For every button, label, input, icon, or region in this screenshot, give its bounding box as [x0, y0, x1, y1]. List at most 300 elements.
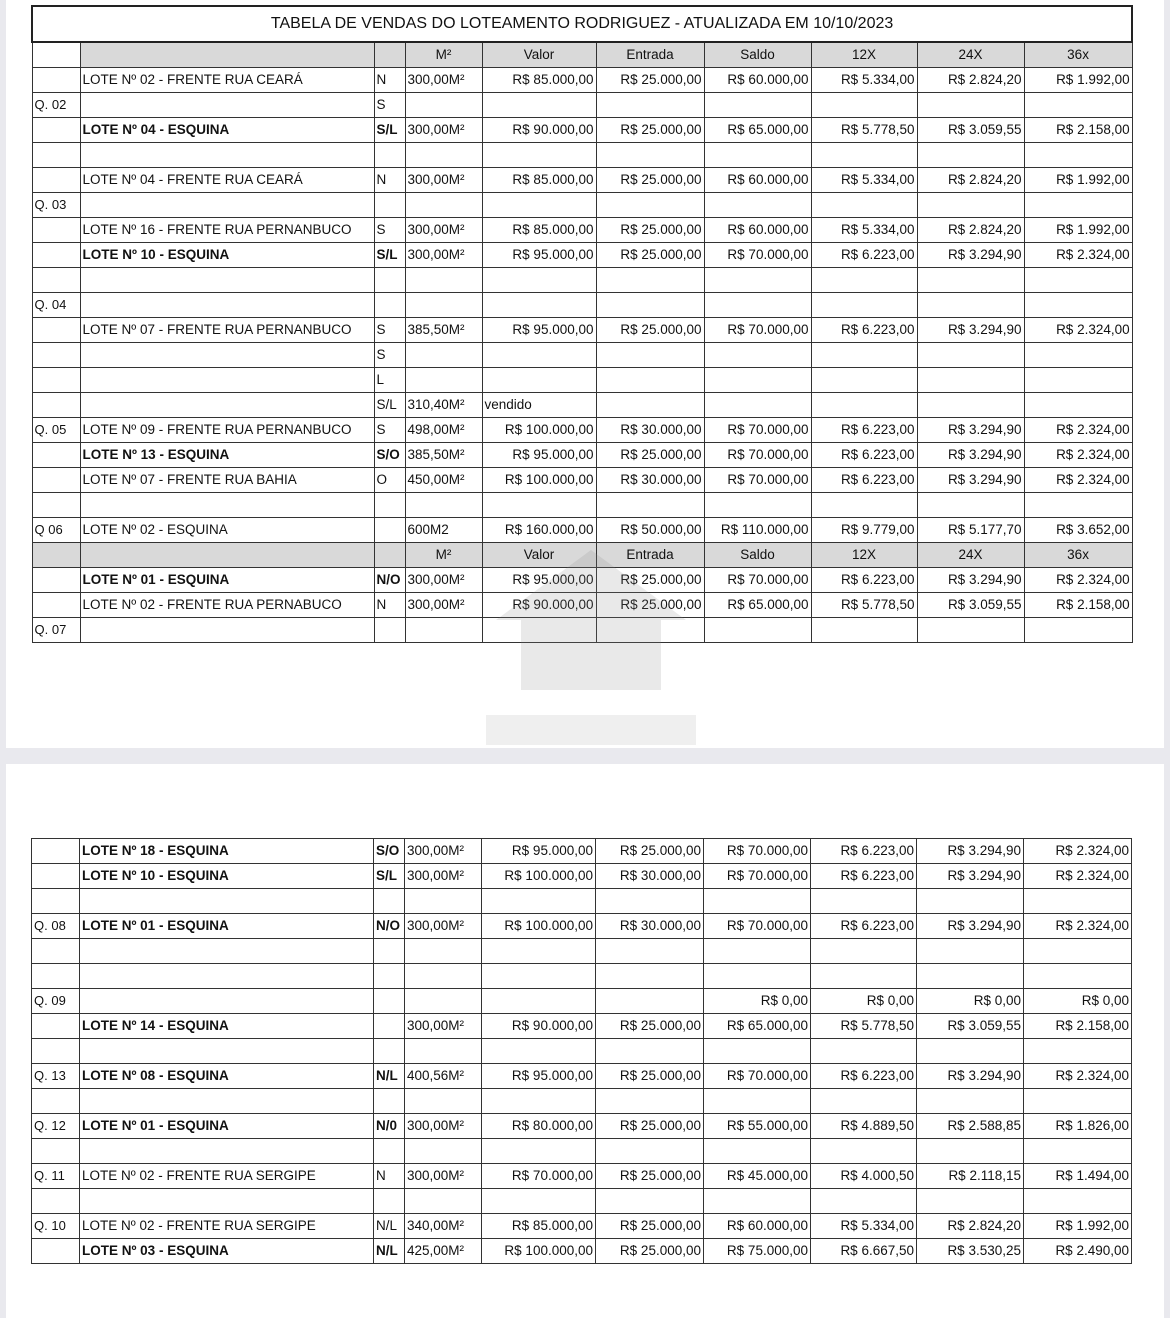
installment-24x: R$ 2.824,20 [917, 218, 1024, 243]
down-payment [596, 143, 704, 168]
down-payment: R$ 30.000,00 [596, 468, 704, 493]
installment-24x: R$ 3.059,55 [917, 593, 1024, 618]
price [482, 143, 596, 168]
down-payment: R$ 30.000,00 [596, 864, 704, 889]
installment-36x [1024, 1089, 1132, 1114]
installment-24x [917, 343, 1024, 368]
installment-12x [811, 1039, 917, 1064]
installment-36x [1024, 1039, 1132, 1064]
quadra-label: Q 06 [32, 518, 80, 543]
down-payment [596, 1039, 704, 1064]
area: 300,00M² [405, 839, 482, 864]
area: 600M2 [405, 518, 482, 543]
price: R$ 160.000,00 [482, 518, 596, 543]
header-valor: Valor [482, 42, 596, 68]
price [482, 889, 596, 914]
area: 385,50M² [405, 443, 482, 468]
quadra-label: Q. 10 [32, 1214, 80, 1239]
lote-name [80, 343, 374, 368]
installment-24x: R$ 3.294,90 [917, 318, 1024, 343]
installment-12x [811, 618, 917, 643]
price: R$ 85.000,00 [482, 218, 596, 243]
area: 498,00M² [405, 418, 482, 443]
down-payment [596, 1139, 704, 1164]
installment-36x [1024, 889, 1132, 914]
balance [704, 143, 811, 168]
balance: R$ 70.000,00 [704, 1064, 811, 1089]
lote-name: LOTE Nº 01 - ESQUINA [80, 568, 374, 593]
area [405, 268, 482, 293]
down-payment: R$ 25.000,00 [596, 1014, 704, 1039]
installment-36x: R$ 2.158,00 [1024, 118, 1132, 143]
installment-24x: R$ 3.530,25 [917, 1239, 1024, 1264]
installment-36x: R$ 2.324,00 [1024, 243, 1132, 268]
header-12x: 12X [811, 42, 917, 68]
price: R$ 80.000,00 [482, 1114, 596, 1139]
down-payment [596, 493, 704, 518]
quadra-label [32, 318, 80, 343]
installment-24x: R$ 3.294,90 [917, 864, 1024, 889]
down-payment [596, 939, 704, 964]
installment-24x: R$ 3.294,90 [917, 468, 1024, 493]
price: R$ 85.000,00 [482, 1214, 596, 1239]
installment-36x: R$ 1.992,00 [1024, 168, 1132, 193]
area: 310,40M² [405, 393, 482, 418]
installment-24x [917, 964, 1024, 989]
price [482, 193, 596, 218]
installment-24x: R$ 3.294,90 [917, 568, 1024, 593]
installment-12x [811, 964, 917, 989]
header-entrada: Entrada [596, 543, 704, 568]
price: R$ 100.000,00 [482, 418, 596, 443]
table-row [32, 1114, 1132, 1139]
header-blank [32, 543, 80, 568]
lote-name: LOTE Nº 07 - FRENTE RUA PERNANBUCO [80, 318, 374, 343]
installment-12x: R$ 6.223,00 [811, 243, 917, 268]
lote-name: LOTE Nº 02 - FRENTE RUA SERGIPE [80, 1164, 374, 1189]
installment-36x [1024, 618, 1132, 643]
orientation [374, 143, 405, 168]
orientation: S/O [374, 443, 405, 468]
lote-name [80, 1189, 374, 1214]
installment-36x: R$ 2.324,00 [1024, 914, 1132, 939]
lote-name: LOTE Nº 02 - FRENTE RUA SERGIPE [80, 1214, 374, 1239]
lote-name: LOTE Nº 16 - FRENTE RUA PERNANBUCO [80, 218, 374, 243]
quadra-label [32, 568, 80, 593]
installment-36x: R$ 1.992,00 [1024, 1214, 1132, 1239]
header-valor: Valor [482, 543, 596, 568]
price [482, 343, 596, 368]
balance: R$ 70.000,00 [704, 418, 811, 443]
quadra-label [32, 1239, 80, 1264]
quadra-label: Q. 04 [32, 293, 80, 318]
area: 425,00M² [405, 1239, 482, 1264]
balance: R$ 70.000,00 [704, 243, 811, 268]
header-blank [374, 543, 405, 568]
header-m2: M² [405, 543, 482, 568]
lote-name [80, 989, 374, 1014]
orientation: N [374, 68, 405, 93]
lote-name [80, 393, 374, 418]
price [482, 293, 596, 318]
quadra-label [32, 1089, 80, 1114]
orientation: N [374, 168, 405, 193]
balance: R$ 65.000,00 [704, 1014, 811, 1039]
balance [704, 889, 811, 914]
header-blank [374, 42, 405, 68]
quadra-label [32, 864, 80, 889]
lote-name [80, 268, 374, 293]
installment-24x [917, 368, 1024, 393]
balance [704, 193, 811, 218]
installment-24x: R$ 2.118,15 [917, 1164, 1024, 1189]
balance: R$ 75.000,00 [704, 1239, 811, 1264]
installment-24x [917, 193, 1024, 218]
table-row [32, 193, 1132, 218]
balance: R$ 70.000,00 [704, 468, 811, 493]
table-row [32, 368, 1132, 393]
installment-36x: R$ 2.324,00 [1024, 1064, 1132, 1089]
area [405, 939, 482, 964]
balance: R$ 70.000,00 [704, 443, 811, 468]
orientation [374, 268, 405, 293]
orientation [374, 1089, 405, 1114]
installment-12x [811, 193, 917, 218]
quadra-label [32, 368, 80, 393]
installment-12x: R$ 6.223,00 [811, 568, 917, 593]
installment-12x: R$ 6.223,00 [811, 418, 917, 443]
sheet-page-1 [6, 0, 1164, 748]
quadra-label [32, 1014, 80, 1039]
table-row [32, 143, 1132, 168]
orientation: S/O [374, 839, 405, 864]
installment-12x [811, 1089, 917, 1114]
area [405, 989, 482, 1014]
lote-name [80, 493, 374, 518]
price: R$ 100.000,00 [482, 914, 596, 939]
orientation: S [374, 418, 405, 443]
table-row [32, 268, 1132, 293]
lote-name: LOTE Nº 01 - ESQUINA [80, 914, 374, 939]
installment-24x: R$ 3.294,90 [917, 1064, 1024, 1089]
quadra-label [32, 268, 80, 293]
installment-24x: R$ 3.059,55 [917, 118, 1024, 143]
lote-name: LOTE Nº 02 - FRENTE RUA CEARÁ [80, 68, 374, 93]
installment-12x: R$ 6.223,00 [811, 318, 917, 343]
balance [704, 493, 811, 518]
price [482, 964, 596, 989]
installment-24x [917, 1139, 1024, 1164]
orientation [374, 1139, 405, 1164]
installment-12x: R$ 6.667,50 [811, 1239, 917, 1264]
down-payment [596, 989, 704, 1014]
installment-36x: R$ 2.158,00 [1024, 593, 1132, 618]
down-payment: R$ 25.000,00 [596, 1214, 704, 1239]
table-row [32, 443, 1132, 468]
header-row [32, 42, 1132, 68]
header-12x: 12X [811, 543, 917, 568]
installment-24x [917, 1089, 1024, 1114]
sheet-page-2 [6, 764, 1164, 1318]
orientation: S/L [374, 118, 405, 143]
installment-36x: R$ 1.826,00 [1024, 1114, 1132, 1139]
area [405, 143, 482, 168]
balance: R$ 70.000,00 [704, 318, 811, 343]
installment-36x: R$ 2.324,00 [1024, 468, 1132, 493]
balance: R$ 60.000,00 [704, 218, 811, 243]
header-saldo: Saldo [704, 543, 811, 568]
area [405, 1189, 482, 1214]
area: 300,00M² [405, 864, 482, 889]
area: 300,00M² [405, 118, 482, 143]
lote-name: LOTE Nº 02 - ESQUINA [80, 518, 374, 543]
installment-12x: R$ 5.778,50 [811, 118, 917, 143]
installment-24x [917, 618, 1024, 643]
installment-12x: R$ 5.334,00 [811, 168, 917, 193]
price: R$ 95.000,00 [482, 839, 596, 864]
quadra-label: Q. 07 [32, 618, 80, 643]
header-24x: 24X [917, 42, 1024, 68]
area [405, 1089, 482, 1114]
down-payment [596, 1189, 704, 1214]
lote-name: LOTE Nº 14 - ESQUINA [80, 1014, 374, 1039]
balance: R$ 110.000,00 [704, 518, 811, 543]
quadra-label [32, 1039, 80, 1064]
down-payment [596, 368, 704, 393]
price: R$ 90.000,00 [482, 593, 596, 618]
balance: R$ 0,00 [704, 989, 811, 1014]
quadra-label [32, 468, 80, 493]
down-payment: R$ 30.000,00 [596, 914, 704, 939]
balance [704, 293, 811, 318]
quadra-label [32, 1189, 80, 1214]
installment-12x [811, 143, 917, 168]
installment-12x: R$ 5.334,00 [811, 218, 917, 243]
table-row [32, 1214, 1132, 1239]
lote-name [80, 143, 374, 168]
lote-name [80, 964, 374, 989]
installment-36x: R$ 2.324,00 [1024, 418, 1132, 443]
installment-36x: R$ 2.324,00 [1024, 318, 1132, 343]
installment-24x: R$ 3.294,90 [917, 418, 1024, 443]
installment-24x [917, 293, 1024, 318]
quadra-label [32, 143, 80, 168]
installment-24x: R$ 3.294,90 [917, 839, 1024, 864]
area: 450,00M² [405, 468, 482, 493]
balance: R$ 60.000,00 [704, 68, 811, 93]
quadra-label [32, 939, 80, 964]
lote-name: LOTE Nº 08 - ESQUINA [80, 1064, 374, 1089]
orientation [374, 293, 405, 318]
quadra-label: Q. 08 [32, 914, 80, 939]
quadra-label [32, 118, 80, 143]
quadra-label [32, 393, 80, 418]
orientation [374, 889, 405, 914]
lote-name: LOTE Nº 10 - ESQUINA [80, 864, 374, 889]
down-payment: R$ 50.000,00 [596, 518, 704, 543]
price: vendido [482, 393, 596, 418]
area: 300,00M² [405, 593, 482, 618]
sales-table-page-1 [31, 5, 1133, 643]
price: R$ 90.000,00 [482, 118, 596, 143]
installment-12x: R$ 5.334,00 [811, 68, 917, 93]
installment-36x: R$ 3.652,00 [1024, 518, 1132, 543]
lote-name [80, 889, 374, 914]
price [482, 93, 596, 118]
area [405, 618, 482, 643]
area: 300,00M² [405, 914, 482, 939]
price: R$ 100.000,00 [482, 468, 596, 493]
down-payment [596, 293, 704, 318]
table-row [32, 1239, 1132, 1264]
table-row [32, 418, 1132, 443]
price [482, 1189, 596, 1214]
installment-12x [811, 939, 917, 964]
table-row [32, 318, 1132, 343]
quadra-label [32, 443, 80, 468]
area [405, 343, 482, 368]
installment-24x [917, 93, 1024, 118]
area: 400,56M² [405, 1064, 482, 1089]
table-row [32, 964, 1132, 989]
table-row [32, 1089, 1132, 1114]
area: 385,50M² [405, 318, 482, 343]
lote-name: LOTE Nº 02 - FRENTE RUA PERNABUCO [80, 593, 374, 618]
down-payment: R$ 25.000,00 [596, 168, 704, 193]
area [405, 368, 482, 393]
orientation [374, 1014, 405, 1039]
area: 300,00M² [405, 218, 482, 243]
down-payment: R$ 25.000,00 [596, 118, 704, 143]
price [482, 618, 596, 643]
installment-12x: R$ 4.889,50 [811, 1114, 917, 1139]
quadra-label [32, 889, 80, 914]
orientation [374, 193, 405, 218]
balance [704, 393, 811, 418]
area: 300,00M² [405, 1114, 482, 1139]
installment-12x: R$ 6.223,00 [811, 864, 917, 889]
quadra-label: Q. 11 [32, 1164, 80, 1189]
table-row [32, 68, 1132, 93]
orientation: N [374, 1164, 405, 1189]
quadra-label: Q. 03 [32, 193, 80, 218]
area: 300,00M² [405, 68, 482, 93]
down-payment: R$ 25.000,00 [596, 839, 704, 864]
lote-name [80, 293, 374, 318]
lote-name [80, 1139, 374, 1164]
installment-36x: R$ 0,00 [1024, 989, 1132, 1014]
area: 300,00M² [405, 243, 482, 268]
orientation: N/L [374, 1214, 405, 1239]
table-row [32, 343, 1132, 368]
installment-24x: R$ 0,00 [917, 989, 1024, 1014]
lote-name: LOTE Nº 07 - FRENTE RUA BAHIA [80, 468, 374, 493]
installment-36x [1024, 964, 1132, 989]
price: R$ 85.000,00 [482, 68, 596, 93]
table-row [32, 168, 1132, 193]
price: R$ 95.000,00 [482, 318, 596, 343]
table-row [32, 1014, 1132, 1039]
installment-36x [1024, 268, 1132, 293]
installment-12x [811, 368, 917, 393]
balance [704, 268, 811, 293]
price: R$ 70.000,00 [482, 1164, 596, 1189]
installment-24x [917, 1039, 1024, 1064]
installment-24x [917, 393, 1024, 418]
area: 300,00M² [405, 1164, 482, 1189]
table-row [32, 1064, 1132, 1089]
lote-name [80, 618, 374, 643]
quadra-label: Q. 13 [32, 1064, 80, 1089]
price: R$ 95.000,00 [482, 243, 596, 268]
installment-36x: R$ 2.324,00 [1024, 864, 1132, 889]
quadra-label [32, 964, 80, 989]
installment-36x [1024, 343, 1132, 368]
down-payment [596, 964, 704, 989]
sales-table-page-2 [31, 838, 1132, 1264]
installment-24x: R$ 2.824,20 [917, 68, 1024, 93]
orientation: N/O [374, 914, 405, 939]
header-row-repeat [32, 543, 1132, 568]
quadra-label [32, 839, 80, 864]
balance: R$ 60.000,00 [704, 168, 811, 193]
area: 300,00M² [405, 1014, 482, 1039]
area: 300,00M² [405, 568, 482, 593]
balance [704, 618, 811, 643]
installment-36x [1024, 368, 1132, 393]
price [482, 268, 596, 293]
price: R$ 95.000,00 [482, 568, 596, 593]
installment-36x: R$ 1.992,00 [1024, 68, 1132, 93]
table-row [32, 839, 1132, 864]
table-row [32, 864, 1132, 889]
installment-36x: R$ 2.324,00 [1024, 443, 1132, 468]
table-row [32, 1189, 1132, 1214]
price [482, 989, 596, 1014]
area [405, 964, 482, 989]
installment-12x: R$ 6.223,00 [811, 914, 917, 939]
installment-12x [811, 393, 917, 418]
balance: R$ 65.000,00 [704, 593, 811, 618]
balance [704, 93, 811, 118]
installment-12x: R$ 5.334,00 [811, 1214, 917, 1239]
table-row [32, 393, 1132, 418]
orientation: N/O [374, 568, 405, 593]
orientation [374, 518, 405, 543]
price: R$ 95.000,00 [482, 443, 596, 468]
installment-12x: R$ 6.223,00 [811, 839, 917, 864]
header-m2: M² [405, 42, 482, 68]
installment-36x: R$ 2.324,00 [1024, 839, 1132, 864]
lote-name: LOTE Nº 18 - ESQUINA [80, 839, 374, 864]
header-blank [80, 42, 374, 68]
orientation [374, 939, 405, 964]
quadra-label [32, 168, 80, 193]
installment-12x: R$ 6.223,00 [811, 443, 917, 468]
orientation: L [374, 368, 405, 393]
table-row [32, 1039, 1132, 1064]
table-row [32, 518, 1132, 543]
installment-24x: R$ 3.294,90 [917, 243, 1024, 268]
orientation: N [374, 593, 405, 618]
lote-name: LOTE Nº 03 - ESQUINA [80, 1239, 374, 1264]
header-36x: 36x [1024, 42, 1132, 68]
down-payment: R$ 25.000,00 [596, 593, 704, 618]
lote-name [80, 1039, 374, 1064]
lote-name [80, 1089, 374, 1114]
installment-36x: R$ 1.992,00 [1024, 218, 1132, 243]
header-entrada: Entrada [596, 42, 704, 68]
